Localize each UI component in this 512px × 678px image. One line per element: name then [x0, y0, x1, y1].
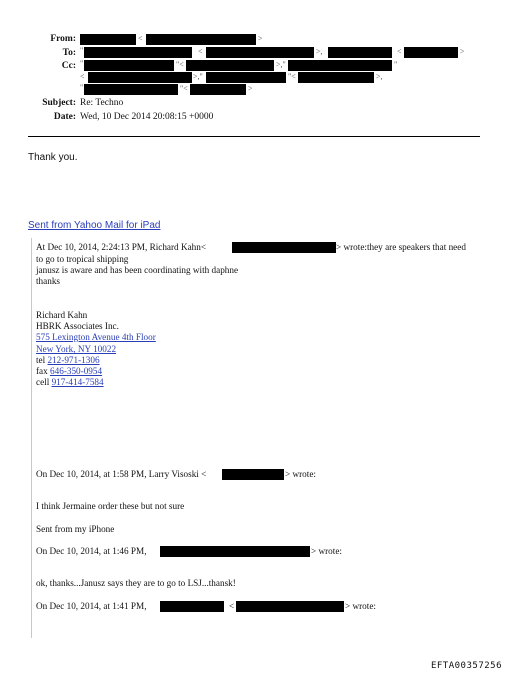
angle-bracket: < [80, 72, 85, 81]
quote4-lt: < [229, 601, 235, 611]
quote4-attribution-suffix: > wrote: [345, 601, 376, 611]
redaction [206, 72, 286, 83]
quote1-line3: janusz is aware and has been coordinating with daphne [36, 265, 239, 275]
quote2-line1: I think Jermaine order these but not sure [36, 501, 185, 511]
quote2-line2: Sent from my iPhone [36, 524, 115, 534]
sent-from-link[interactable]: Sent from Yahoo Mail for iPad [28, 220, 161, 231]
subject-value: Re: Techno [80, 98, 124, 108]
fax-link[interactable]: 646-350-0954 [50, 366, 103, 376]
redaction [328, 47, 392, 58]
tel-label: tel [36, 355, 48, 365]
quote1-suffix: > wrote:they are speakers that need [336, 242, 466, 252]
angle-bracket: > [460, 47, 465, 56]
angle-bracket: >, [376, 72, 383, 81]
date-label: Date: [53, 112, 76, 122]
redaction [190, 84, 246, 95]
signature-tel [36, 355, 100, 365]
angle-bracket: < [397, 47, 402, 56]
redaction [88, 72, 192, 83]
redaction [404, 47, 458, 58]
signature-fax [36, 366, 102, 376]
angle-bracket: > [248, 84, 253, 93]
angle-bracket: "< [288, 72, 296, 81]
angle-bracket: < [198, 47, 203, 56]
quote-mark: " [80, 46, 84, 55]
quote-mark: " [80, 83, 84, 92]
angle-bracket: "< [176, 60, 184, 69]
angle-bracket: >," [276, 60, 286, 69]
angle-bracket: >," [193, 72, 203, 81]
quote3-attribution-suffix: > wrote: [311, 546, 342, 556]
header-divider [28, 136, 480, 137]
quote-mark: " [80, 59, 84, 68]
quote1-line4: thanks [36, 276, 60, 286]
angle-bracket: < [138, 34, 143, 43]
subject-label: Subject: [42, 98, 76, 108]
redaction [222, 469, 284, 480]
redaction [84, 84, 178, 95]
cell-label: cell [36, 377, 52, 387]
redaction [160, 601, 224, 612]
quote3-attribution: On Dec 10, 2014, at 1:46 PM, [36, 546, 147, 556]
quote2-attribution-suffix: > wrote: [285, 469, 316, 479]
quote2-attribution: On Dec 10, 2014, at 1:58 PM, Larry Visoski < [36, 469, 207, 479]
quote4-attribution: On Dec 10, 2014, at 1:41 PM, [36, 601, 147, 611]
tel-link[interactable]: 212-971-1306 [47, 355, 100, 365]
quote1-line2: to go to tropical shipping [36, 254, 129, 264]
redaction [160, 546, 310, 557]
redaction [232, 242, 336, 253]
redaction [80, 34, 136, 45]
angle-bracket: > [258, 34, 263, 43]
redaction [186, 60, 274, 71]
quote1-prefix: At Dec 10, 2014, 2:24:13 PM, Richard Kahn< [36, 242, 207, 252]
angle-bracket: >, [316, 47, 323, 56]
angle-bracket: " [394, 60, 398, 69]
from-label: From: [50, 34, 76, 44]
redaction [298, 72, 374, 83]
quote3-line1: ok, thanks...Janusz says they are to go to LSJ...thansk! [36, 578, 236, 588]
angle-bracket: "< [180, 84, 188, 93]
redaction [84, 60, 174, 71]
quote-bar [31, 238, 32, 638]
quote1-attribution [36, 242, 206, 252]
redaction [146, 34, 256, 45]
to-label: To: [62, 48, 76, 58]
signature-cell [36, 377, 104, 387]
cc-label: Cc: [61, 61, 76, 71]
redaction [84, 47, 192, 58]
signature-address2-link[interactable]: New York, NY 10022 [36, 344, 117, 354]
redaction [236, 601, 344, 612]
fax-label: fax [36, 366, 51, 376]
reply-text: Thank you. [28, 152, 78, 163]
cell-link[interactable]: 917-414-7584 [51, 377, 104, 387]
signature-address1-link[interactable]: 575 Lexington Avenue 4th Floor [36, 332, 156, 342]
signature-company: HBRK Associates Inc. [36, 321, 119, 331]
redaction [206, 47, 314, 58]
bates-number: EFTA00357256 [430, 661, 502, 671]
redaction [288, 60, 392, 71]
date-value: Wed, 10 Dec 2014 20:08:15 +0000 [80, 112, 214, 122]
signature-name: Richard Kahn [36, 310, 88, 320]
